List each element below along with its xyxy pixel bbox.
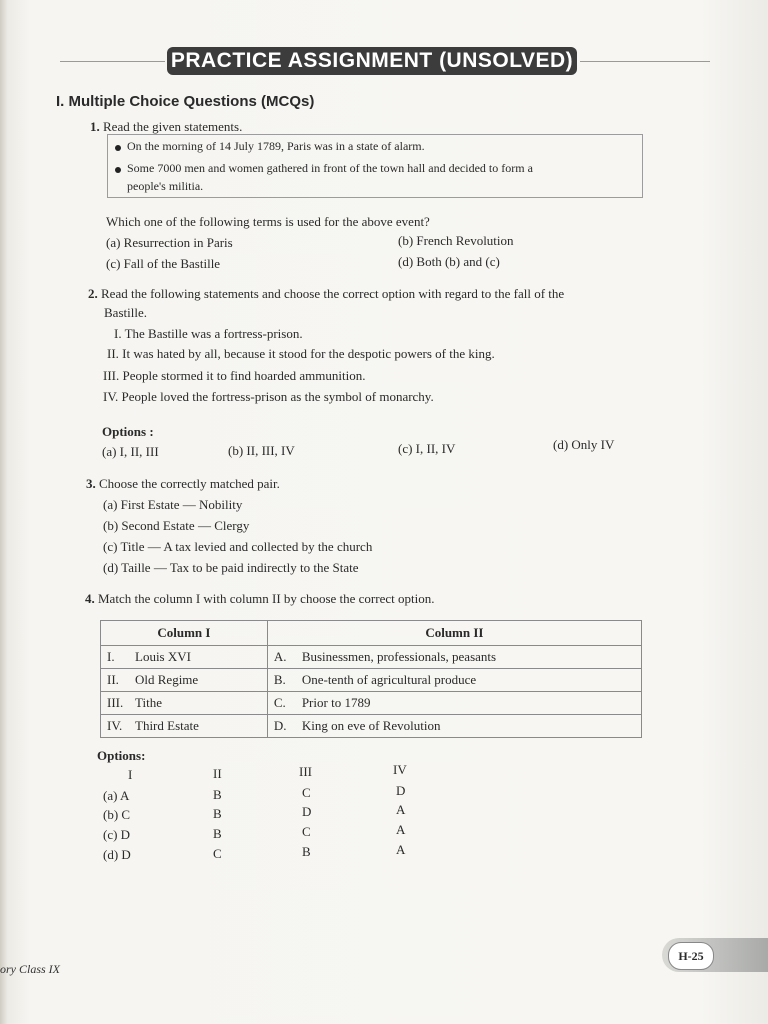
row-numeral: IV. (107, 718, 123, 733)
grid-option-b: (b) C (103, 807, 131, 822)
question-prompt-cont: Bastille. (104, 305, 147, 320)
question-prompt: Match the column I with column II by choose the correct option. (98, 591, 435, 606)
statement-iii: III. People stormed it to find hoarded ammunition. (103, 368, 366, 383)
row-numeral: II. (107, 672, 119, 687)
grid-cell: C (213, 846, 222, 861)
page-binding-edge (0, 0, 8, 1024)
footer-book-title: ory Class IX (0, 962, 60, 976)
grid-cell: A (396, 802, 406, 817)
options-label: Options: (97, 748, 146, 763)
page-title: PRACTICE ASSIGNMENT (UNSOLVED) (167, 47, 577, 75)
grid-cell: A (396, 822, 406, 837)
table-header-row (101, 621, 642, 646)
table-cell (101, 715, 268, 738)
option-b: (b) French Revolution (398, 233, 514, 248)
section-heading: I. Multiple Choice Questions (MCQs) (56, 93, 315, 110)
grid-option-c: (c) D (103, 827, 131, 842)
table-cell (267, 692, 641, 715)
grid-cell: B (213, 787, 222, 802)
option-a: (a) First Estate — Nobility (103, 497, 243, 512)
option-d: (d) Only IV (553, 437, 615, 452)
question-2 (88, 286, 564, 302)
cell-text: Businessmen, professionals, peasants (301, 649, 497, 664)
cell-text: Old Regime (135, 672, 199, 687)
cell-text: Louis XVI (135, 649, 191, 664)
row-numeral: III. (107, 695, 124, 710)
statement-bullet-2: Some 7000 men and women gathered in front of the town hall and decided to form a (127, 161, 533, 175)
statement-ii: II. It was hated by all, because it stood for the despotic powers of the king. (107, 346, 495, 361)
grid-option-a: (a) A (103, 788, 130, 803)
option-d: (d) Taille — Tax to be paid indirectly to the State (103, 560, 359, 575)
grid-cell: D (396, 783, 406, 798)
grid-cell: C (302, 785, 311, 800)
table-row (101, 692, 642, 715)
question-3 (86, 476, 280, 492)
question-1 (90, 119, 242, 135)
grid-header-iv: IV (393, 762, 407, 777)
grid-cell: B (213, 826, 222, 841)
table-row (101, 715, 642, 738)
table-row (101, 646, 642, 669)
statement-iv: IV. People loved the fortress-prison as the symbol of monarchy. (103, 389, 434, 404)
option-c: (c) I, II, IV (398, 441, 456, 456)
bullet-icon (115, 167, 121, 173)
grid-cell: B (302, 844, 311, 859)
question-number: 3. (86, 476, 96, 491)
grid-cell: A (396, 842, 406, 857)
grid-header-ii: II (213, 766, 222, 781)
question-4 (85, 591, 434, 607)
cell-text: Third Estate (135, 718, 199, 733)
row-letter: C. (273, 695, 286, 710)
table-cell (101, 692, 268, 715)
table-cell (267, 669, 641, 692)
cell-text: Prior to 1789 (301, 695, 371, 710)
question-prompt: Read the given statements. (103, 119, 243, 134)
question-number: 2. (88, 286, 98, 301)
match-table (100, 620, 642, 738)
statement-bullet-2-cont: people's militia. (127, 179, 204, 193)
option-a: (a) I, II, III (102, 444, 159, 459)
row-numeral: I. (107, 649, 115, 664)
statement-i: I. The Bastille was a fortress-prison. (114, 326, 303, 341)
grid-header-iii: III (299, 764, 312, 779)
row-letter: B. (273, 672, 286, 687)
row-letter: A. (273, 649, 287, 664)
cell-text: King on eve of Revolution (301, 718, 441, 733)
question-number: 1. (90, 119, 100, 134)
grid-cell: D (302, 804, 312, 819)
question-prompt: Choose the correctly matched pair. (99, 476, 280, 491)
statement-bullet-1: On the morning of 14 July 1789, Paris was in a state of alarm. (127, 139, 425, 153)
options-label: Options : (102, 424, 154, 439)
grid-cell: C (302, 824, 311, 839)
grid-option-d: (d) D (103, 847, 131, 862)
page-number: H-25 (668, 942, 714, 970)
grid-cell: B (213, 806, 222, 821)
table-row (101, 669, 642, 692)
question-1-text: Which one of the following terms is used for the above event? (106, 214, 430, 229)
title-rule-right (580, 61, 710, 62)
row-letter: D. (273, 718, 287, 733)
option-d: (d) Both (b) and (c) (398, 254, 500, 269)
option-c: (c) Title — A tax levied and collected by the church (103, 539, 373, 554)
table-cell (101, 646, 268, 669)
question-number: 4. (85, 591, 95, 606)
table-cell (267, 646, 641, 669)
table-cell (267, 715, 641, 738)
cell-text: One-tenth of agricultural produce (301, 672, 477, 687)
column-2-header: Column II (267, 621, 641, 646)
option-b: (b) Second Estate — Clergy (103, 518, 250, 533)
question-prompt: Read the following statements and choose the correct option with regard to the fall of the (101, 286, 565, 301)
table-cell (101, 669, 268, 692)
option-b: (b) II, III, IV (228, 443, 295, 458)
bullet-icon (115, 145, 121, 151)
grid-header-i: I (128, 767, 133, 782)
column-1-header: Column I (101, 621, 268, 646)
option-c: (c) Fall of the Bastille (106, 256, 221, 271)
title-rule-left (60, 61, 165, 62)
option-a: (a) Resurrection in Paris (106, 235, 233, 250)
cell-text: Tithe (135, 695, 162, 710)
